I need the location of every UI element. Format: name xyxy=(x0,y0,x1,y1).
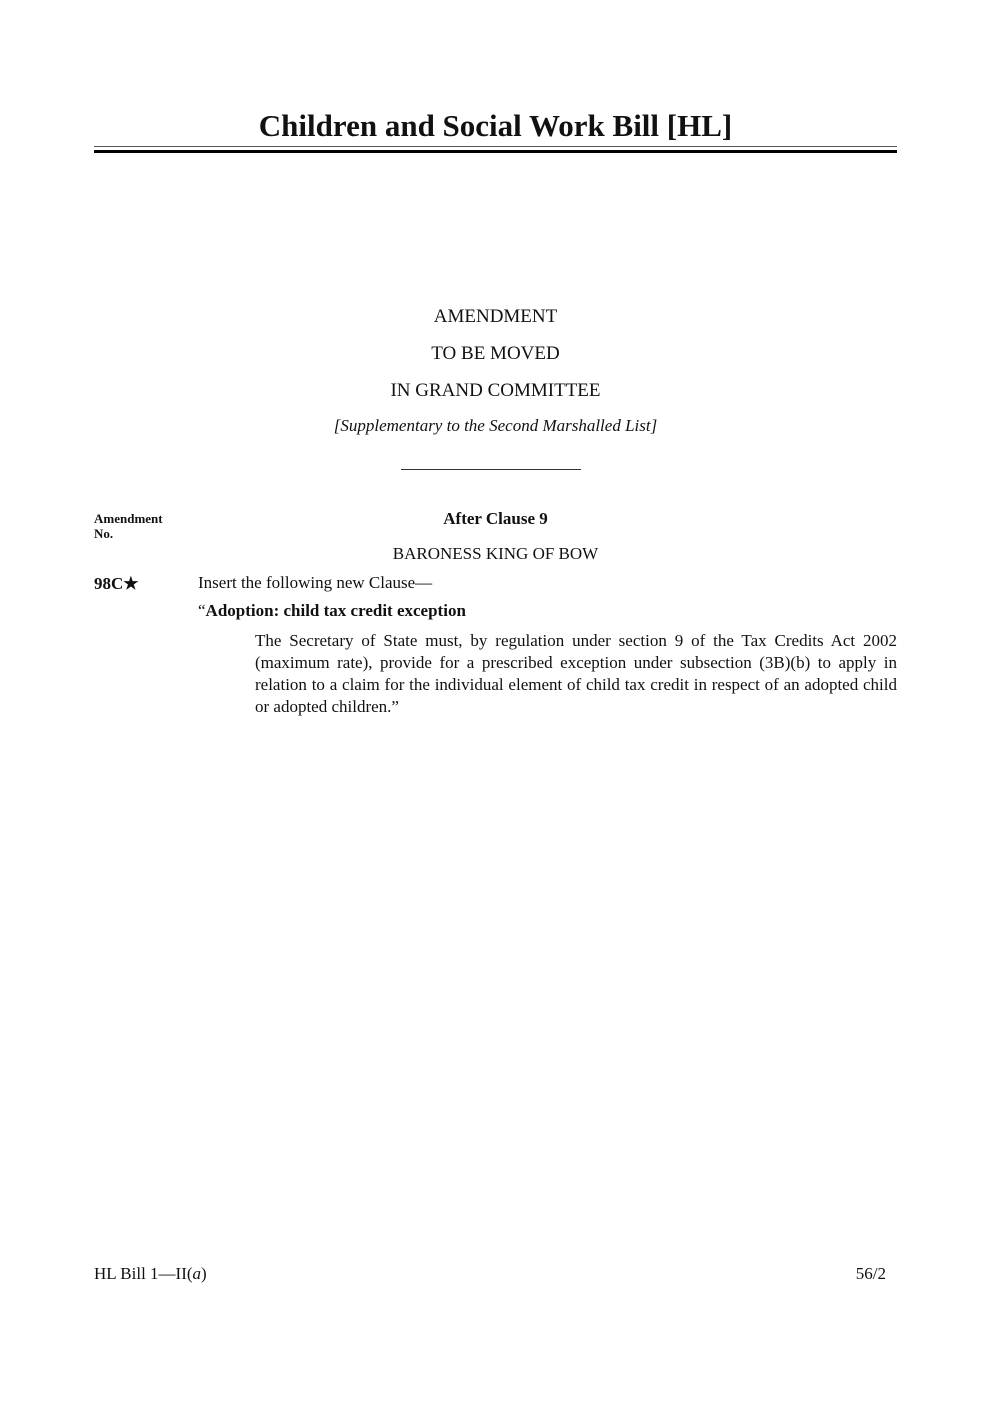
bill-ref-suffix: ) xyxy=(201,1264,207,1283)
bill-ref-italic: a xyxy=(192,1264,202,1283)
new-clause-title xyxy=(198,601,466,621)
footer-page-reference: 56/2 xyxy=(855,1264,886,1283)
footer-bill-reference xyxy=(94,1264,207,1284)
clause-title-text: Adoption: child tax credit exception xyxy=(205,601,466,620)
section-heading: After Clause 9 xyxy=(443,509,548,528)
member-name: BARONESS KING OF BOW xyxy=(392,544,599,563)
title-rule-thick xyxy=(94,150,897,153)
document-title: Children and Social Work Bill [HL] xyxy=(258,108,733,143)
header-to-be-moved: TO BE MOVED xyxy=(431,343,560,364)
title-rule-thin xyxy=(94,146,897,147)
bill-ref-prefix: HL Bill 1—II( xyxy=(94,1264,193,1283)
separator-rule xyxy=(401,469,581,470)
header-amendment: AMENDMENT xyxy=(433,306,558,327)
new-clause-body: The Secretary of State must, by regulation under section 9 of the Tax Credits Act 2002 (maximum rate), provide for a prescribed exception under subsection (3B)(b) to apply in relation to a claim for the individual element of child tax credit in respect of an adopted child or adopted children.” xyxy=(255,631,897,716)
supplementary-note: [Supplementary to the Second Marshalled List] xyxy=(333,416,658,435)
amendment-number-column-label: Amendment No. xyxy=(94,511,163,541)
amendment-instruction: Insert the following new Clause— xyxy=(198,573,433,592)
open-quote: “ xyxy=(198,601,206,620)
amendment-number: 98C★ xyxy=(94,574,139,593)
header-grand-committee: IN GRAND COMMITTEE xyxy=(390,380,601,401)
